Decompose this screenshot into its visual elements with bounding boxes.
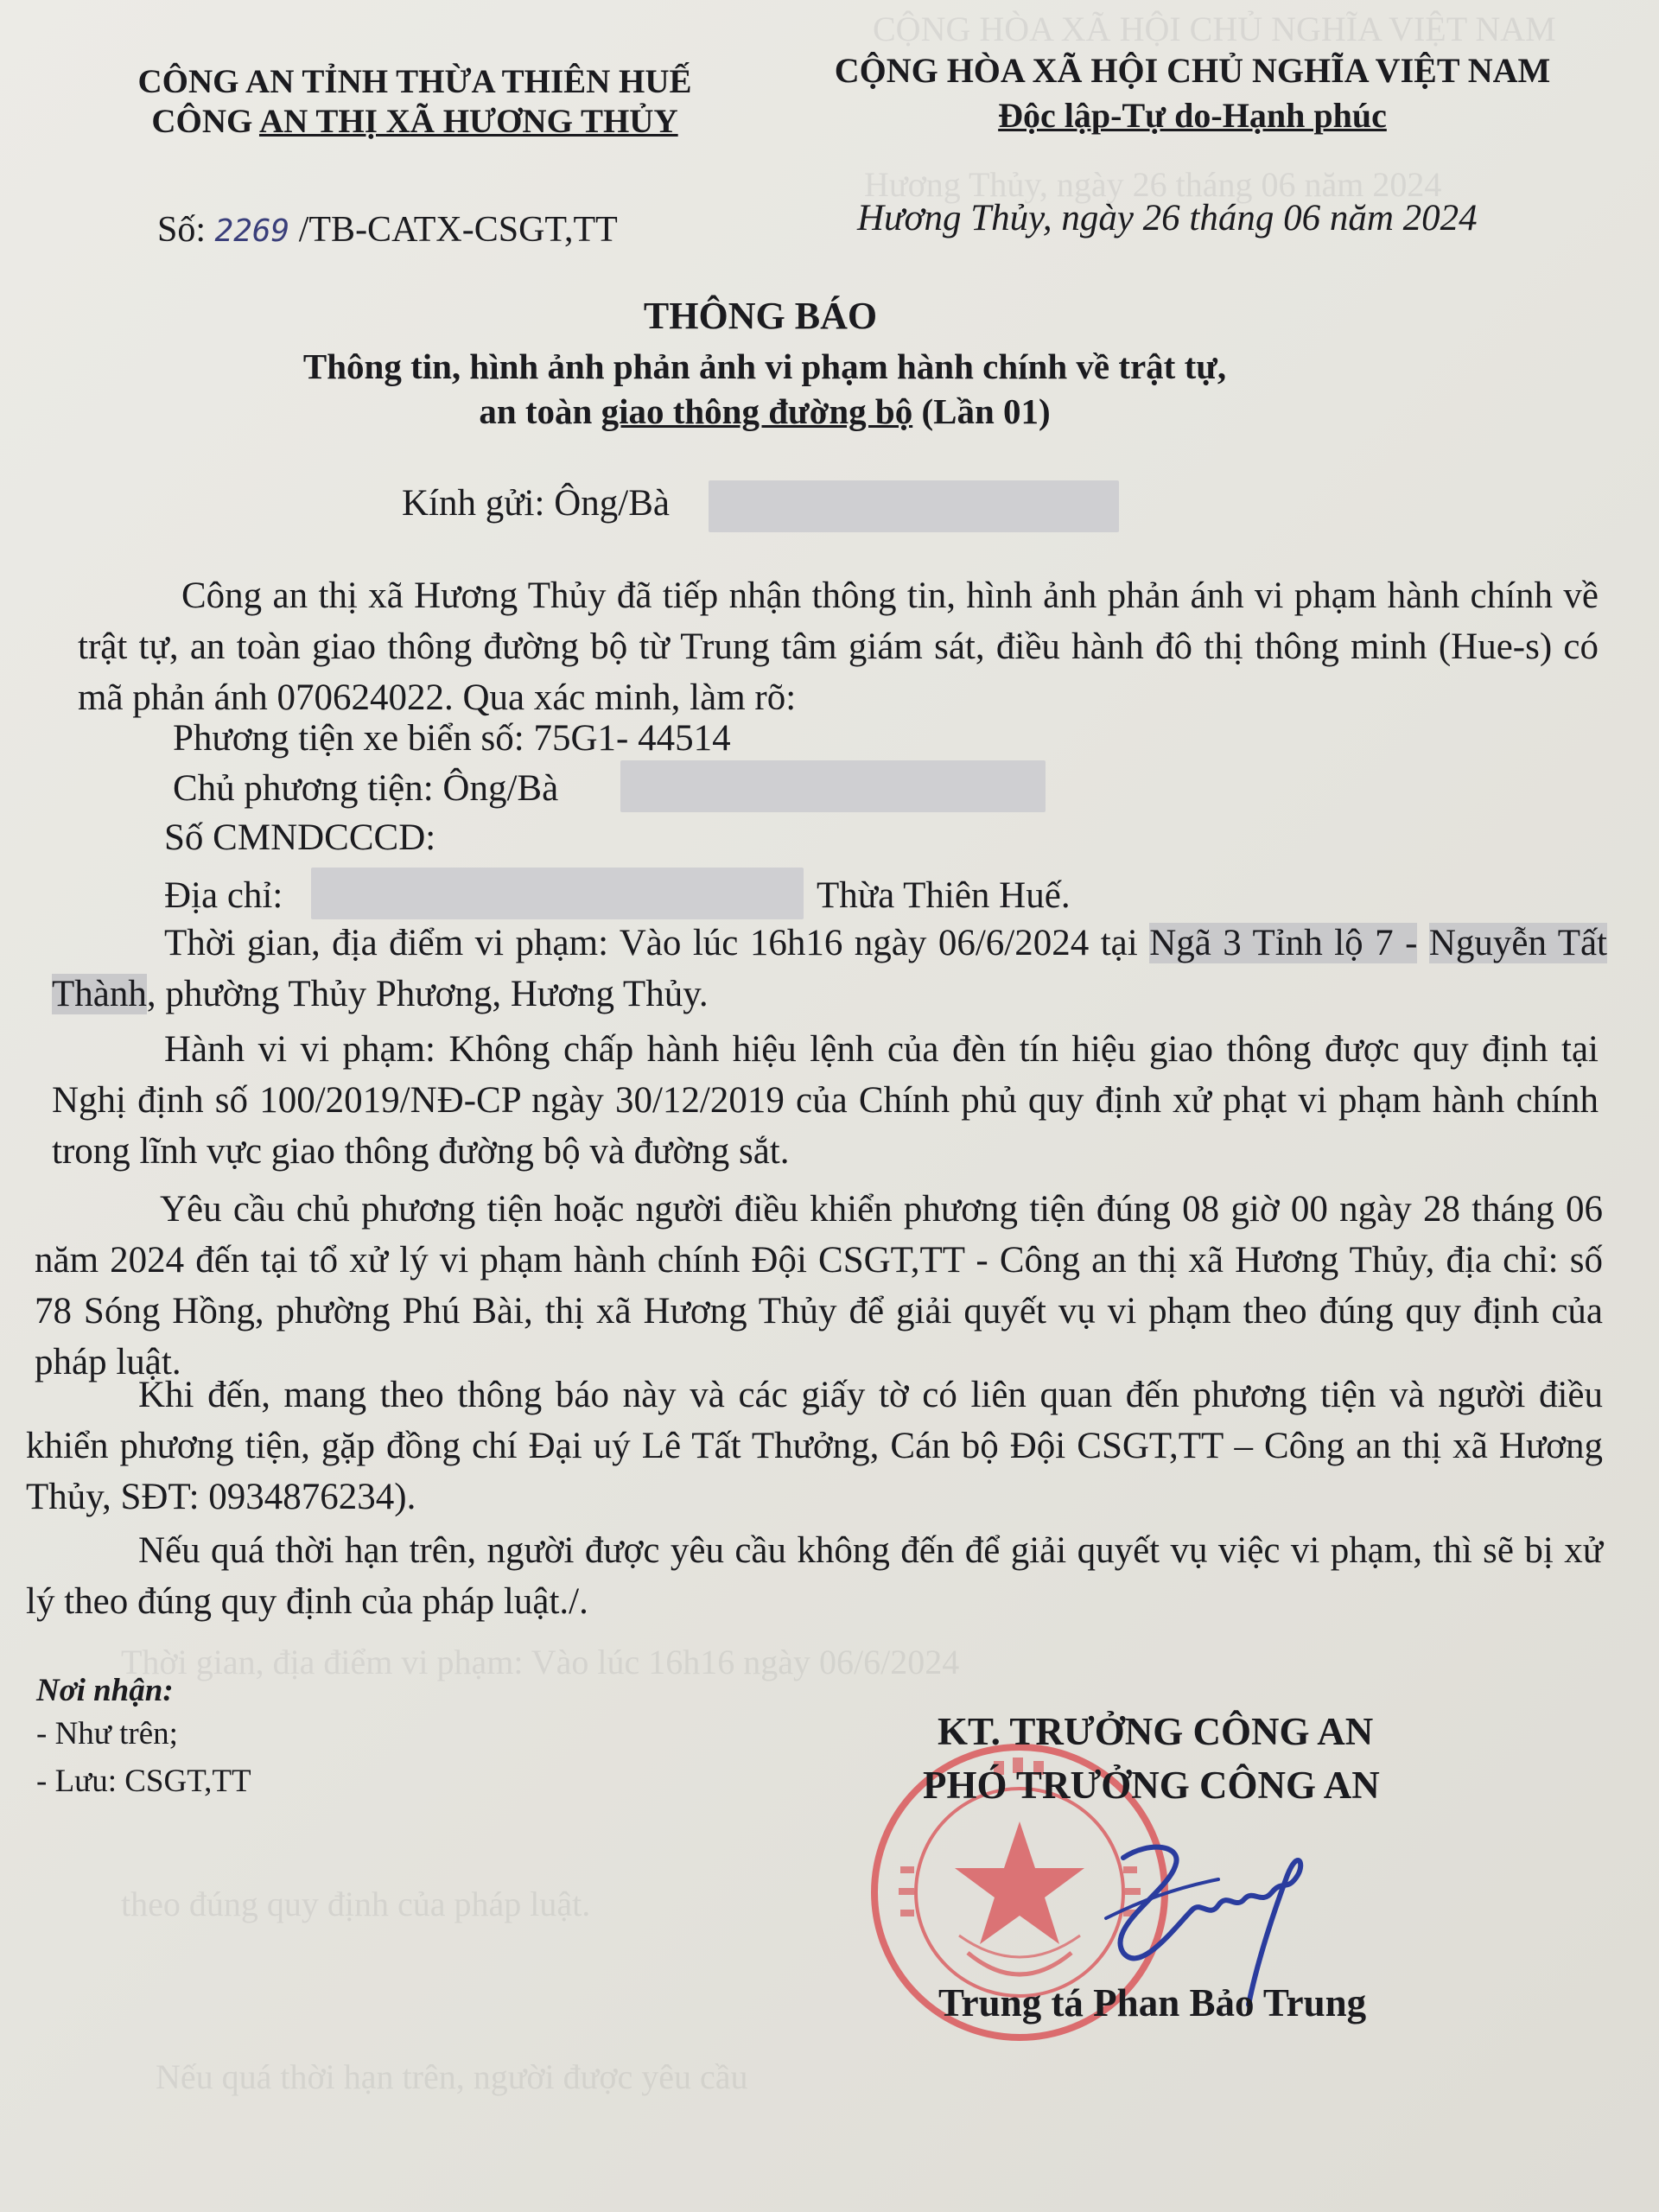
redacted-address [311, 868, 804, 919]
bring-documents-paragraph: Khi đến, mang theo thông báo này và các giấy tờ có liên quan đến phương tiện và người điều khiển phương tiện, gặp đồng chí Đại uý Lê Tất Thưởng, Cán bộ Đội CSGT,TT – Công an thị xã Hương Thủy, SĐT: 0934876234). [26, 1375, 1603, 1517]
recipients-heading: Nơi nhận: [36, 1673, 174, 1708]
bleed-through-text: Thời gian, địa điểm vi phạm: Vào lúc 16h16 ngày 06/6/2024 [121, 1643, 960, 1681]
redacted-recipient-name [709, 480, 1119, 532]
bleed-through-text: theo đúng quy định của pháp luật. [121, 1885, 591, 1923]
agency-name-underlined: AN THỊ XÃ HƯƠNG THỦY [258, 103, 678, 140]
violation-act: Hành vi vi phạm: Không chấp hành hiệu lệnh của đèn tín hiệu giao thông được quy định tại Nghị định số 100/2019/NĐ-CP ngày 30/12/2019 của Chính phủ quy định xử phạt vi phạm hành chính trong lĩnh vực giao thông đường bộ và đường sắt. [52, 1029, 1599, 1172]
bleed-through-text: Hương Thủy, ngày 26 tháng 06 năm 2024 [864, 165, 1442, 204]
owner-label: Chủ phương tiện: Ông/Bà [173, 768, 559, 809]
vehicle-plate: Phương tiện xe biển số: 75G1- 44514 [173, 718, 731, 759]
handwritten-number: 2269 [214, 213, 290, 249]
recipients-item: - Như trên; [36, 1716, 178, 1751]
document-title-text: THÔNG BÁO [643, 295, 878, 337]
recipients-item: - Lưu: CSGT,TT [36, 1764, 251, 1799]
nation-motto-text: Độc lập-Tự do-Hạnh phúc [998, 96, 1387, 135]
signer-name: Trung tá Phan Bảo Trung [938, 1981, 1367, 2024]
warning-paragraph: Nếu quá thời hạn trên, người được yêu cầu không đến để giải quyết vụ việc vi phạm, thì sẽ bị xử lý theo đúng quy định của pháp luật./. [26, 1530, 1603, 1622]
address-label: Địa chỉ: [164, 875, 283, 916]
bleed-through-text: CỘNG HÒA XÃ HỘI CHỦ NGHĨA VIỆT NAM [873, 10, 1556, 48]
bleed-through-text: Nếu quá thời hạn trên, người được yêu cầu [156, 2057, 748, 2096]
place-date: Hương Thủy, ngày 26 tháng 06 năm 2024 [857, 198, 1478, 238]
nation-motto [760, 95, 1624, 136]
violation-location-highlight: Ngã 3 Tỉnh lộ 7 - [1149, 923, 1418, 963]
violation-time-place: Thời gian, địa điểm vi phạm: Vào lúc 16h16 ngày 06/6/2024 tại Ngã 3 Tỉnh lộ 7 - Nguyễn Tất Thành, phường Thủy Phương, Hương Thủy. [52, 923, 1608, 1014]
agency-name [112, 102, 717, 141]
document-title [0, 294, 1659, 338]
recipient-label: Kính gửi: Ông/Bà [402, 483, 670, 524]
summons-paragraph: Yêu cầu chủ phương tiện hoặc người điều khiển phương tiện đúng 08 giờ 00 ngày 28 tháng 06 năm 2024 đến tại tổ xử lý vi phạm hành chính Đội CSGT,TT - Công an thị xã Hương Thủy, địa chỉ: số 78 Sóng Hồng, phường Phú Bài, thị xã Hương Thủy để giải quyết vụ vi phạm theo đúng quy định của pháp luật. [35, 1189, 1603, 1382]
document-subtitle-1-text: Thông tin, hình ảnh phản ảnh vi phạm hành chính về trật tự, [302, 346, 1227, 386]
agency-parent: CÔNG AN TỈNH THỪA THIÊN HUẾ [137, 63, 692, 100]
document-subtitle-1 [0, 346, 1659, 387]
document-subtitle-2 [0, 391, 1659, 432]
nation-heading: CỘNG HÒA XÃ HỘI CHỦ NGHĨA VIỆT NAM [834, 51, 1551, 90]
intro-paragraph: Công an thị xã Hương Thủy đã tiếp nhận thông tin, hình ảnh phản ánh vi phạm hành chính về trật tự, an toàn giao thông đường bộ từ Trung tâm giám sát, điều hành đô thị thông minh (Hue-s) có mã phản ánh 070624022. Qua xác minh, làm rõ: [78, 575, 1599, 718]
signature-title-1: KT. TRƯỞNG CÔNG AN [938, 1710, 1374, 1753]
address-suffix: Thừa Thiên Huế. [817, 875, 1071, 916]
reference-number [157, 209, 618, 251]
document-subtitle-2-text: an toàn giao thông đường bộ (Lần 01) [479, 391, 1051, 431]
signature-title-2: PHÓ TRƯỞNG CÔNG AN [923, 1764, 1380, 1807]
violation-location-highlight-2: Nguyễn Tất Thành [52, 923, 1608, 1014]
reference-code: /TB-CATX-CSGT,TT [298, 210, 618, 250]
redacted-owner-name [620, 760, 1046, 812]
reference-label: Số: [157, 210, 207, 250]
agency-name-prefix: CÔNG [151, 103, 259, 140]
id-number-label: Số CMNDCCCD: [164, 817, 436, 858]
